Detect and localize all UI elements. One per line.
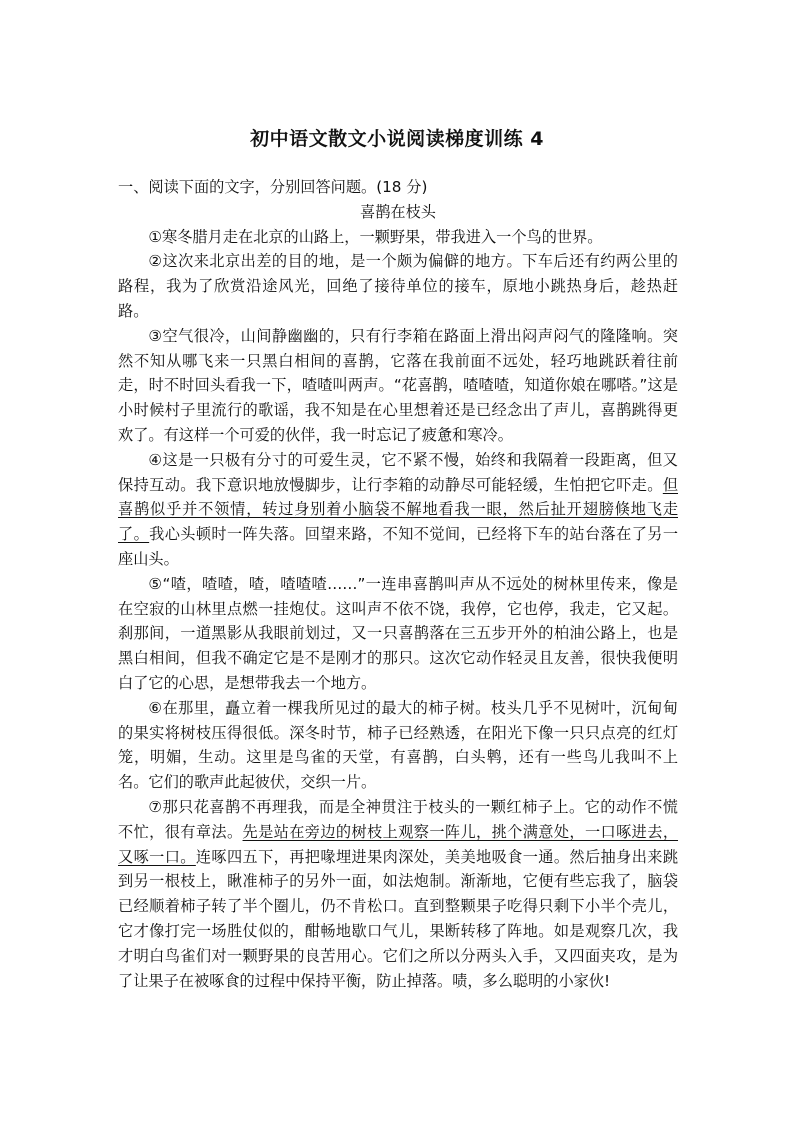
paragraph-5: ⑤“喳，喳喳，喳，喳喳喳……”一连串喜鹊叫声从不远处的树林里传来，像是在空寂的山林里点燃一挂炮仗。这叫声不依不饶，我停，它也停，我走，它又起。刹那间，一道黑影从我眼前划过，又一只喜鹊落在三五步开外的柏油公路上，也是黑白相间，但我不确定它是不是刚才的那只。这次它动作轻灵且友善，很快我便明白了它的心思，是想带我去一个地方。	[118, 574, 678, 692]
document-title: 初中语文散文小说阅读梯度训练 4	[250, 128, 544, 150]
paragraph-1: ①寒冬腊月走在北京的山路上，一颗野果，带我进入一个鸟的世界。	[148, 227, 603, 246]
paragraph-7-text-start: ⑦那只花喜鹊不再理我，而是全神贯注于枝头的一颗红柿子上。它的动作不慌不忙，很有章法。	[118, 797, 678, 841]
section-heading: 一、阅读下面的文字，分别回答问题。(18 分)	[118, 178, 428, 196]
paragraph-6: ⑥在那里，矗立着一棵我所见过的最大的柿子树。枝头几乎不见树叶，沉甸甸的果实将树枝压得很低。深冬时节，柿子已经熟透，在阳光下像一只只点亮的红灯笼，明媚，生动。这里是鸟雀的天堂，有喜鹊，白头鹎，还有一些鸟儿我叫不上名。它们的歌声此起彼伏，交织一片。	[118, 698, 678, 792]
story-title: 喜鹊在枝头	[360, 202, 436, 221]
paragraph-7-underlined-sentence: 先是站在旁边的树枝上观察一阵儿，挑个满意处，一口啄进去，又啄一口。	[118, 822, 679, 866]
document-body	[118, 175, 678, 993]
paragraph-2: ②这次来北京出差的目的地，是一个颇为偏僻的地方。下车后还有约两公里的路程，我为了欣赏沿途风光，回绝了接待单位的接车，原地小跳热身后，趁热赶路。	[118, 252, 678, 320]
paragraph-7-text-end: 连啄四五下，再把喙埋进果肉深处，美美地吸食一通。然后抽身出来跳到另一根枝上，瞅准柿子的另外一面，如法炮制。渐渐地，它便有些忘我了，脑袋已经顺着柿子转了半个圈儿，仍不肯松口。直到整颗果子吃得只剩下小半个壳儿，它才像打完一场胜仗似的，酣畅地歇口气儿，果断转移了阵地。如是观察几次，我才明白鸟雀们对一颗野果的良苦用心。它们之所以分两头入手，又四面夹攻，是为了让果子在被啄食的过程中保持平衡，防止掉落。啧，多么聪明的小家伙!	[118, 847, 679, 990]
paragraph-4	[118, 448, 678, 572]
paragraph-4-underlined-sentence: 但喜鹊似乎并不领情，转过身别着小脑袋不解地看我一眼，然后扯开翅膀倏地飞走了。	[118, 475, 678, 544]
paragraph-3: ③空气很冷，山间静幽幽的，只有行李箱在路面上滑出闷声闷气的隆隆响。突然不知从哪飞来一只黑白相间的喜鹊，它落在我前面不远处，轻巧地跳跃着往前走，时不时回头看我一下，喳喳叫两声。“花喜鹊，喳喳喳，知道你娘在哪嗒。”这是小时候村子里流行的歌谣，我不知是在心里想着还是已经念出了声儿，喜鹊跳得更欢了。有这样一个可爱的伙伴，我一时忘记了疲惫和寒冷。	[118, 326, 678, 444]
paragraph-4-text-end: 我心头顿时一阵失落。回望来路，不知不觉间，已经将下车的站台落在了另一座山头。	[118, 525, 679, 568]
paragraph-7	[118, 795, 678, 993]
paragraph-4-text-start: ④这是一只极有分寸的可爱生灵，它不紧不慢，始终和我隔着一段距离，但又保持互动。我下意识地放慢脚步，让行李箱的动静尽可能轻缓，生怕把它吓走。	[118, 450, 678, 494]
